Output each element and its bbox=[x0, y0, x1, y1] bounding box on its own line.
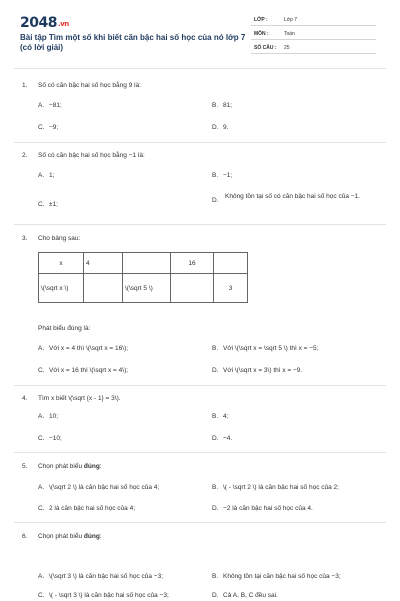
question-number: 3. bbox=[22, 235, 28, 242]
question-number: 2. bbox=[22, 152, 28, 159]
option-label: C. bbox=[38, 124, 45, 131]
table-cell bbox=[214, 253, 248, 274]
option-a[interactable] bbox=[38, 345, 128, 354]
question-text-prefix: Chọn phát biểu bbox=[38, 533, 84, 540]
option-label: D. bbox=[212, 505, 219, 512]
option-c[interactable] bbox=[38, 201, 58, 210]
option-label: D. bbox=[212, 197, 219, 204]
option-text: 2 là căn bậc hai số học của 4; bbox=[49, 505, 136, 512]
option-text: \(\sqrt 3 \) là căn bậc hai số học của −3; bbox=[49, 573, 163, 580]
option-a[interactable] bbox=[38, 413, 58, 422]
option-c[interactable] bbox=[38, 367, 128, 376]
page-title: Bài tập Tìm một số khi biết căn bậc hai số học của nó lớp 7 (có lời giải) bbox=[20, 33, 246, 52]
table-cell: x bbox=[39, 253, 84, 274]
question-number: 1. bbox=[22, 82, 28, 89]
option-label: C. bbox=[38, 505, 45, 512]
table-cell: \(\sqrt x \) bbox=[39, 274, 84, 303]
option-label: A. bbox=[38, 345, 45, 352]
option-b[interactable] bbox=[212, 484, 339, 493]
table-row bbox=[39, 274, 248, 303]
option-label: D. bbox=[212, 367, 219, 374]
option-a[interactable] bbox=[38, 102, 62, 111]
option-c[interactable] bbox=[38, 435, 62, 444]
option-c[interactable] bbox=[38, 124, 58, 133]
option-label: D. bbox=[212, 435, 219, 442]
logo-text: 2048 bbox=[20, 15, 57, 31]
option-b[interactable] bbox=[212, 102, 232, 111]
option-text: Không tồn tại căn bậc hai số học của −3; bbox=[223, 573, 341, 580]
option-d[interactable] bbox=[212, 124, 228, 133]
option-text: −81; bbox=[49, 102, 62, 109]
option-a[interactable] bbox=[38, 172, 54, 181]
option-d[interactable] bbox=[212, 367, 302, 376]
option-label: C. bbox=[38, 435, 45, 442]
option-text: Với x = 4 thì \(\sqrt x = 16\); bbox=[49, 345, 129, 352]
option-label: A. bbox=[38, 484, 45, 491]
statement-text: Phát biểu đúng là: bbox=[38, 325, 91, 332]
option-text: −2 là căn bậc hai số học của 4. bbox=[223, 505, 313, 512]
option-label: B. bbox=[212, 484, 219, 491]
option-text: 1; bbox=[49, 172, 55, 179]
question-count-label: SỐ CÂU : bbox=[254, 45, 277, 51]
table-cell: 16 bbox=[171, 253, 214, 274]
table-cell bbox=[123, 253, 171, 274]
option-b[interactable] bbox=[212, 413, 228, 422]
question-count-value: 25 bbox=[284, 45, 290, 51]
question-text: Cho bảng sau: bbox=[38, 235, 81, 242]
question-divider bbox=[14, 522, 386, 523]
meta-divider bbox=[251, 25, 376, 26]
question-divider bbox=[14, 224, 386, 225]
option-label: C. bbox=[38, 592, 45, 599]
option-label: B. bbox=[212, 345, 219, 352]
option-text: \( - \sqrt 3 \) là căn bậc hai số học của −3; bbox=[49, 592, 169, 599]
option-label: A. bbox=[38, 413, 45, 420]
option-text: −1; bbox=[223, 172, 233, 179]
grade-value: Lớp 7 bbox=[284, 17, 298, 23]
option-text: Với \(\sqrt x = 3\) thì x = −9. bbox=[223, 367, 303, 374]
question-text: Số có căn bậc hai số học bằng −1 là: bbox=[38, 152, 145, 159]
subject-label: MÔN : bbox=[254, 31, 269, 37]
question-divider bbox=[14, 142, 386, 143]
question-number: 4. bbox=[22, 395, 28, 402]
option-label: B. bbox=[212, 413, 219, 420]
table-row bbox=[39, 253, 248, 274]
option-a[interactable] bbox=[38, 484, 159, 493]
option-label: B. bbox=[212, 573, 219, 580]
question-divider bbox=[14, 452, 386, 453]
option-a[interactable] bbox=[38, 573, 163, 582]
option-d[interactable] bbox=[212, 592, 278, 601]
question-number: 6. bbox=[22, 533, 28, 540]
option-text: ±1; bbox=[49, 201, 58, 208]
option-text: 10; bbox=[49, 413, 59, 420]
question-text: Chọn phát biểu đúng: bbox=[38, 533, 102, 540]
option-d[interactable] bbox=[212, 193, 382, 202]
logo-suffix: .vn bbox=[57, 20, 69, 28]
table-cell bbox=[84, 274, 123, 303]
option-c[interactable] bbox=[38, 505, 135, 514]
header-divider bbox=[14, 68, 386, 69]
option-label: A. bbox=[38, 172, 45, 179]
table-cell: 4 bbox=[84, 253, 123, 274]
table-cell bbox=[171, 274, 214, 303]
option-text: −4. bbox=[223, 435, 233, 442]
option-label: D. bbox=[212, 592, 219, 599]
option-label: A. bbox=[38, 573, 45, 580]
option-text: \( - \sqrt 2 \) là căn bậc hai số học của 2; bbox=[223, 484, 339, 491]
option-text: Không tồn tại số có căn bậc hai số học của −1. bbox=[225, 193, 360, 200]
question-text: Tìm x biết \(\sqrt {x - 1} = 3\). bbox=[38, 395, 121, 402]
option-label: D. bbox=[212, 124, 219, 131]
option-text: Cả A, B, C đều sai. bbox=[223, 592, 278, 599]
option-text: \(\sqrt 2 \) là căn bậc hai số học của 4; bbox=[49, 484, 160, 491]
option-text: −9; bbox=[49, 124, 59, 131]
option-label: B. bbox=[212, 102, 219, 109]
option-text: 81; bbox=[223, 102, 233, 109]
option-label: B. bbox=[212, 172, 219, 179]
question-number: 5. bbox=[22, 463, 28, 470]
option-c[interactable] bbox=[38, 592, 169, 601]
question-text-emphasis: đúng bbox=[83, 463, 100, 470]
question-text-emphasis: đúng bbox=[83, 533, 100, 540]
option-text: −10; bbox=[49, 435, 62, 442]
question-text: Số có căn bậc hai số học bằng 9 là: bbox=[38, 82, 141, 89]
option-text: Với \(\sqrt x = \sqrt 5 \) thì x = −5; bbox=[223, 345, 319, 352]
value-table bbox=[38, 252, 248, 303]
table-cell: \(\sqrt 5 \) bbox=[123, 274, 171, 303]
option-d[interactable] bbox=[212, 435, 232, 444]
option-b[interactable] bbox=[212, 345, 318, 354]
option-label: A. bbox=[38, 102, 45, 109]
site-logo[interactable] bbox=[20, 15, 69, 31]
subject-value: Toán bbox=[284, 31, 295, 37]
question-text: Chọn phát biểu đúng: bbox=[38, 463, 102, 470]
grade-label: LỚP : bbox=[254, 17, 268, 23]
table-cell: 3 bbox=[214, 274, 248, 303]
question-text-prefix: Chọn phát biểu bbox=[38, 463, 84, 470]
option-text: Với x = 16 thì \(\sqrt x = 4\); bbox=[49, 367, 129, 374]
question-divider bbox=[14, 385, 386, 386]
option-d[interactable] bbox=[212, 505, 313, 514]
option-text: 4; bbox=[223, 413, 229, 420]
option-text: 9. bbox=[223, 124, 229, 131]
option-b[interactable] bbox=[212, 573, 341, 582]
option-label: C. bbox=[38, 201, 45, 208]
meta-divider bbox=[251, 53, 376, 54]
option-label: C. bbox=[38, 367, 45, 374]
option-b[interactable] bbox=[212, 172, 232, 181]
meta-divider bbox=[251, 39, 376, 40]
